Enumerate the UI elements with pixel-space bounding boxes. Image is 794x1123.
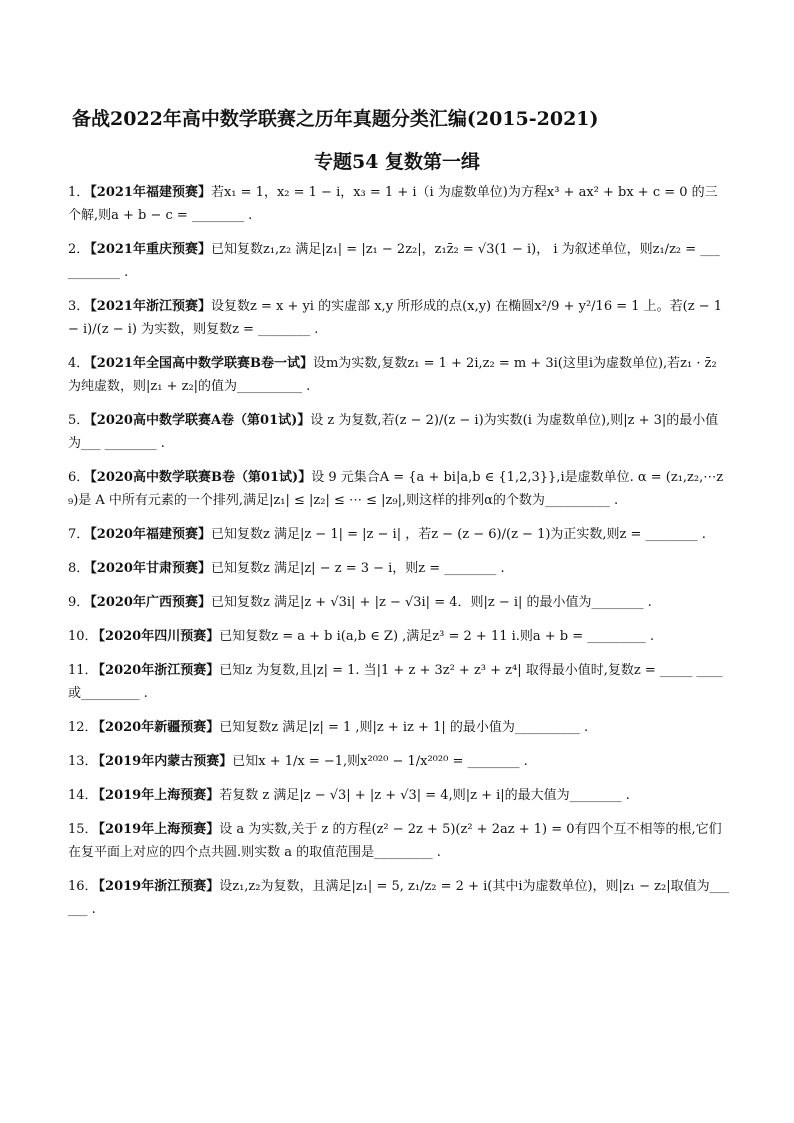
problem-item	[68, 238, 730, 284]
problem-item	[68, 750, 730, 773]
problem-text: 若x₁ = 1，x₂ = 1 − i，x₃ = 1 + i（i 为虚数单位)为方程x³ + ax² + bx + c = 0 的三个解,则a + b − c = ________ .	[68, 185, 718, 223]
problem-number: 9．	[68, 595, 90, 610]
problem-text: 已知复数z 满足|z + √3i| + |z − √3i| = 4．则|z − i| 的最小值为________ .	[210, 595, 652, 610]
problem-list	[68, 181, 730, 932]
problem-number: 2．	[68, 242, 90, 257]
problem-source: 【2020高中数学联赛B卷（第01试)】	[90, 470, 312, 485]
problem-number: 1．	[68, 185, 90, 200]
problem-item	[68, 352, 730, 398]
problem-text: 已知z 为复数,且|z| = 1. 当|1 + z + 3z² + z³ + z⁴| 取得最小值时,复数z = _____ ____或_________ .	[68, 663, 723, 701]
problem-text: 设 z 为复数,若(z − 2)/(z − i)为实数(i 为虚数单位),则|z + 3|的最小值为___ ________ .	[68, 413, 719, 451]
problem-item	[68, 591, 730, 614]
problem-number: 4．	[68, 356, 90, 371]
problem-source: 【2019年上海预赛】	[98, 822, 220, 837]
problem-text: 已知复数z 满足|z| − z = 3 − i，则z = ________ .	[210, 561, 505, 576]
problem-source: 【2021年福建预赛】	[90, 185, 211, 200]
problem-item	[68, 784, 730, 807]
problem-item	[68, 716, 730, 739]
problem-number: 10．	[68, 629, 98, 644]
problem-number: 11．	[68, 663, 98, 678]
problem-number: 8．	[68, 561, 90, 576]
problem-source: 【2019年内蒙古预赛】	[98, 754, 233, 769]
problem-text: 若复数 z 满足|z − √3| + |z + √3| = 4,则|z + i|的最大值为________ .	[219, 788, 630, 803]
problem-text: 已知复数z₁,z₂ 满足|z₁| = |z₁ − 2z₂|，z₁z̄₂ = √3(1 − i)， i 为叙述单位，则z₁/z₂ = ___ ________ .	[68, 242, 720, 280]
problem-text: 设复数z = x + yi 的实虚部 x,y 所形成的点(x,y) 在椭圆x²/9 + y²/16 = 1 上。若(z − 1 − i)/(z − i) 为实数，则复数z = ________ .	[68, 299, 722, 337]
problem-source: 【2019年浙江预赛】	[98, 879, 220, 894]
document-title: 备战2022年高中数学联赛之历年真题分类汇编(2015-2021)	[72, 108, 599, 130]
problem-item	[68, 818, 730, 864]
problem-source: 【2020高中数学联赛A卷（第01试)】	[90, 413, 311, 428]
problem-number: 6．	[68, 470, 90, 485]
problem-number: 12．	[68, 720, 98, 735]
problem-source: 【2020年四川预赛】	[98, 629, 220, 644]
problem-text: 已知复数z 满足|z| = 1 ,则|z + iz + 1| 的最小值为__________ .	[219, 720, 589, 735]
problem-item	[68, 557, 730, 580]
problem-item	[68, 875, 730, 921]
problem-source: 【2020年浙江预赛】	[98, 663, 220, 678]
problem-source: 【2019年上海预赛】	[98, 788, 220, 803]
problem-text: 设 9 元集合A = {a + bi|a,b ∈ {1,2,3}},i是虚数单位. α = (z₁,z₂,⋯z₉)是 A 中所有元素的一个排列,满足|z₁| ≤ |z₂| ≤ ⋯ ≤ |z₉|,则这样的排列α的个数为__________ .	[68, 470, 724, 508]
section-title: 专题54 复数第一缉	[313, 151, 481, 173]
problem-item	[68, 295, 730, 341]
problem-source: 【2021年全国高中数学联赛B卷一试】	[90, 356, 313, 371]
problem-text: 设 a 为实数,关于 z 的方程(z² − 2z + 5)(z² + 2az + 1) = 0有四个互不相等的根,它们在复平面上对应的四个点共圆.则实数 a 的取值范围是_________ .	[68, 822, 722, 860]
problem-text: 已知x + 1/x = −1,则x²⁰²⁰ − 1/x²⁰²⁰ = ________ .	[232, 754, 528, 769]
problem-number: 14．	[68, 788, 98, 803]
problem-item	[68, 466, 730, 512]
problem-number: 16．	[68, 879, 98, 894]
problem-source: 【2021年重庆预赛】	[90, 242, 211, 257]
problem-number: 13．	[68, 754, 98, 769]
problem-source: 【2020年甘肃预赛】	[90, 561, 211, 576]
problem-source: 【2020年新疆预赛】	[98, 720, 220, 735]
problem-source: 【2020年福建预赛】	[90, 527, 211, 542]
problem-item	[68, 181, 730, 227]
problem-number: 5．	[68, 413, 90, 428]
problem-text: 设z₁,z₂为复数，且满足|z₁| = 5, z₁/z₂ = 2 + i(其中i为虚数单位)，则|z₁ − z₂|取值为___ ___ .	[68, 879, 730, 917]
problem-source: 【2020年广西预赛】	[90, 595, 211, 610]
problem-text: 已知复数z 满足|z − 1| = |z − i| ，若z − (z − 6)/(z − 1)为正实数,则z = ________ .	[210, 527, 706, 542]
problem-item	[68, 523, 730, 546]
problem-source: 【2021年浙江预赛】	[90, 299, 211, 314]
problem-item	[68, 659, 730, 705]
problem-number: 3．	[68, 299, 90, 314]
problem-text: 设m为实数,复数z₁ = 1 + 2i,z₂ = m + 3i(这里i为虚数单位),若z₁ · z̄₂ 为纯虚数，则|z₁ + z₂|的值为__________ .	[68, 356, 717, 394]
problem-item	[68, 409, 730, 455]
problem-number: 7．	[68, 527, 90, 542]
problem-number: 15．	[68, 822, 98, 837]
problem-text: 已知复数z = a + b i(a,b ∈ Z) ,满足z³ = 2 + 11 i.则a + b = _________ .	[219, 629, 655, 644]
problem-item	[68, 625, 730, 648]
